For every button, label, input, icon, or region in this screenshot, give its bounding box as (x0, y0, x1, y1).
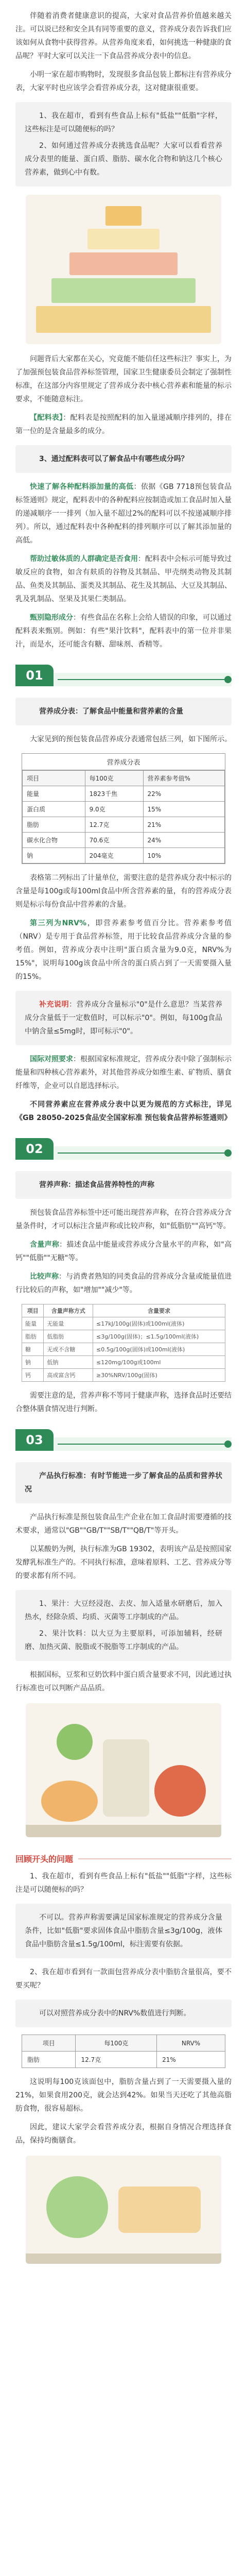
section-banner-03 (15, 1429, 232, 1454)
para-block-3-p1: 表格第二列标出了计量单位，需要注意的是营养成分表中标示的含量是每100g或每100ml食品中所含营养素的量，有的营养成分表则是标示每份食品中营养素的含量。 (15, 874, 232, 909)
table-cell: 钠 (22, 1356, 44, 1369)
para-block-1-p1: 问题背后大家都在关心，究竟能不能信任这些标注？事实上，为了加强预包装食品营养标签管理，国家卫生健康委员会制定了强制性标准，在这部分内容里规定了营养成分表中核心营养素和能量的标示要求，不能随意标注。 (15, 355, 232, 403)
table-cell: 12.7克 (76, 2052, 157, 2068)
table-cell: 1823千焦 (85, 786, 143, 802)
content-claim-text: ：描述食品中能量或营养成分含量水平的声称，如"高钙""低脂""无糖"等。 (15, 1241, 232, 1262)
table-cell: 12.7克 (85, 817, 143, 833)
para-end-p2: 因此，建议大家学会看营养成分表，根据自身情况合理选择食品，保持均衡膳食。 (15, 2123, 232, 2145)
section-3-list-item-1: 1、果汁：大豆经浸泡、去皮、加入适量水研磨后，加入热水，经除杂质、均质、灭菌等工序制成的产品。 (25, 1600, 222, 1621)
table-cell: 24% (143, 833, 225, 848)
content-claim-label: 含量声称 (30, 1241, 60, 1249)
table-cell: ≥30%NRV/100g(固体) (93, 1369, 225, 1382)
intl-text: ：根据国家标准规定，营养成分表中除了强制标示能量和四种核心营养素外，对其他营养成分如维生素、矿物质、膳食纤维等，企业可以自愿选择标示。 (15, 1055, 232, 1090)
table-row (22, 1330, 225, 1343)
section-2-highlight (15, 1171, 232, 1199)
bowl-shape (46, 2176, 108, 2238)
para-block-1-p2 (15, 411, 232, 438)
fruit-shape (154, 1765, 206, 1817)
table-cell: 能量 (22, 1317, 44, 1330)
bread-shape (41, 1781, 98, 1822)
section-number-01: 01 (15, 665, 54, 686)
section-1-highlight (15, 698, 232, 725)
nutrition-facts-table (22, 753, 225, 864)
review-answer-2: 可以对照营养成分表中的NRV%数值进行判断。 (39, 2009, 191, 2018)
section-1-heading: 营养成分表：了解食品中能量和营养素的含量 (39, 707, 183, 716)
para-block-2-p2 (15, 552, 232, 606)
table-cell: 9.0克 (85, 802, 143, 817)
intro-question-1: 1、我在超市，看到有些食品上标有"低盐""低脂"字样，这些标注是可以随便标的吗？ (25, 112, 222, 133)
section-2-p1: 预包装食品营养标签中还可能出现营养声称，在符合营养成分含量条件时，才可以标注含量声称或比较声称，如"低脂肪""高钙"等。 (15, 1209, 232, 1230)
end-nutrition-table (22, 2035, 225, 2068)
pyramid-layer-5 (36, 306, 211, 333)
para-end-p1: 这说明每100克该面包中，脂肪含量占到了一天需要摄入量的21%，如果食用200克，就会达到42%。如果当天还吃了其他高脂肪食物，很容易超标。 (15, 2078, 232, 2113)
section-2-p3 (15, 1270, 232, 1297)
nutrition-table (22, 770, 225, 863)
ingredients-label: 【配料表】 (30, 414, 63, 422)
end-table-header: 项目 (22, 2035, 76, 2052)
tip-paragraph (25, 998, 222, 1038)
table-cell: ≤17kJ/100g(固体)或100ml(液体) (93, 1317, 225, 1330)
section-3-heading: 产品执行标准：有时节能进一步了解食品的品质和营养状况 (25, 1472, 222, 1494)
claim-header: 含量声称方式 (44, 1304, 93, 1317)
ingredients-text: ：配料表是按照配料的加入量递减顺序排列的，排在第一位的是含量最多的成分。 (15, 414, 232, 435)
intro-answer-1: 2、如何通过营养成分表挑选食品呢？大家可以看看营养成分表里的能量、蛋白质、脂肪、碳水化合物和钠这几个核心营养素，做到心中有数。 (25, 142, 222, 177)
claim-header: 含量要求 (93, 1304, 225, 1317)
table-cell: 脂肪 (22, 2052, 76, 2068)
section-3-list-box (15, 1590, 232, 1661)
section-3-p1: 产品执行标准是预包装食品生产企业在加工食品时需要遵循的技术要求，通常以"GB""GB/T""SB/T""QB/T"等开头。 (15, 1513, 232, 1535)
table-cell: ≤0.5g/100g(固体)或100ml(液体) (93, 1343, 225, 1356)
intro-question-box (15, 102, 232, 187)
bottom-illustration (26, 2156, 221, 2264)
table-cell: 21% (157, 2052, 225, 2068)
table-cell: 糖 (22, 1343, 44, 1356)
nutrition-table-title: 营养成分表 (22, 754, 225, 770)
table-cell: 21% (143, 817, 225, 833)
para-2-text-2: ：配料表中会标示可能导致过敏反应的食物，如含有麸质的谷物及其制品、甲壳纲类动物及其制品、鱼类及其制品、蛋类及其制品、花生及其制品、大豆及其制品、乳及乳制品、坚果及其果仁类制品。 (15, 555, 232, 603)
section-1-p1: 大家见到的预包装食品营养成分表通常包括三列，如下图所示。 (30, 735, 232, 743)
review-answer-1: 不可以。营养声称需要满足国家标准规定的营养成分含量条件，比如"低脂"要求固体食品中脂肪含量≤3g/100g，液体食品中脂肪含量≤1.5g/100ml，标注需要有依据。 (25, 1913, 222, 1948)
table-cell: 10% (143, 848, 225, 863)
claim-table-wrap (22, 1304, 225, 1382)
claim-table (22, 1304, 225, 1382)
review-section-title (15, 1853, 232, 1865)
para-block-4-p1 (15, 1053, 232, 1093)
article-page (0, 9, 247, 2576)
claim-header: 项目 (22, 1304, 44, 1317)
table-cell: 低钠 (44, 1356, 93, 1369)
article-body (15, 9, 232, 2293)
pyramid-layer-4 (51, 278, 196, 303)
table-row (23, 848, 225, 863)
review-question-2: 2、我在超市看到有一款面包营养成分表中脂肪含量很高，要不要买呢？ (15, 1968, 232, 1990)
compare-claim-text: ：与消费者熟知的同类食品的营养成分含量或能量值进行比较后的声称，如"增加""减少"等。 (15, 1273, 232, 1294)
section-banner-dot (224, 1149, 232, 1157)
section-banner-line (58, 679, 232, 680)
review-answer-1-box (15, 1904, 232, 1958)
compare-claim-label: 比较声称 (30, 1273, 59, 1281)
end-table-header: NRV% (157, 2035, 225, 2052)
table-row (23, 817, 225, 833)
pyramid-layer-2 (87, 229, 160, 249)
table-row (22, 1356, 225, 1369)
intro-paragraph-2: 小明一家在超市购物时，发现很多食品包装上都标注有营养成分表，大家平时也应该学会看营养成分表，这对健康很重要。 (15, 71, 232, 92)
section-3-list-item-2: 2、果汁饮料：以大豆为主要原料，可添加辅料，经研磨、加热灭菌、脱脂或不脱脂等工序制成的产品。 (25, 1630, 222, 1651)
section-number-03: 03 (15, 1429, 54, 1451)
red-question-box (15, 445, 232, 473)
intro-paragraph-1: 伴随着消费者健康意识的提高，大家对食品营养价值越来越关注。可以说已经和安全具有同等重要的意义，营养成分表告诉我们应该如何从食物中获得营养。从营养角度来看，如何挑选一种健康的食品呢？平时大家可以关注一下食品营养成分表中的信息。 (15, 12, 232, 60)
table-row (23, 833, 225, 848)
para-block-3-p2 (15, 917, 232, 984)
food-pyramid-illustration (26, 195, 221, 344)
table-cell: 蛋白质 (23, 802, 85, 817)
milk-bottle-shape (103, 1739, 149, 1817)
table-cell: 高或富含钙 (44, 1369, 93, 1382)
bottom-spacer (15, 2272, 232, 2293)
para-block-4-red: 不同营养素应在营养成分表中以更为规范的方式标注，详见《GB 28050-2025食品安全国家标准 预包装食品营养标签通则》 (15, 1100, 232, 1122)
para-2-label-3: 甄别隐形成分 (30, 614, 73, 622)
section-banner-01 (15, 665, 232, 689)
para-block-2-p3 (15, 611, 232, 651)
table-cell: 能量 (23, 786, 85, 802)
table-row (23, 786, 225, 802)
section-3-p2: 以某酸奶为例，执行标准为GB 19302，表明该产品是按照国家发酵乳标准生产的。不同执行标准，意味着原料、工艺、营养成分等的要求都有所不同。 (15, 1545, 232, 1580)
table-row (22, 2052, 225, 2068)
review-title-bar (78, 1858, 232, 1859)
section-banner-dot (224, 676, 232, 683)
food-illustration (26, 1703, 221, 1837)
para-2-label-1: 快速了解各种配料添加量的高低 (30, 483, 134, 491)
review-answer-2-box (15, 1999, 232, 2027)
table-cell: 22% (143, 786, 225, 802)
nrv-label: 第三列为NRV% (30, 919, 87, 927)
nutrition-header-nrv: 营养素参考值% (143, 771, 225, 786)
table-cell: 70.6克 (85, 833, 143, 848)
para-2-label-2: 帮助过敏体质的人群确定是否食用 (30, 555, 138, 563)
table-cell: 无能量 (44, 1317, 93, 1330)
section-banner-line (58, 1153, 232, 1154)
table-row (22, 1317, 225, 1330)
end-table-header: 每100克 (76, 2035, 157, 2052)
plate-shape (118, 2187, 201, 2233)
para-2-text-3: ：有些食品在名称上会给人错误的印象，可以通过配料表来甄别。例如：有些"果汁饮料"，配料表中的第一位并非果汁，而是水，还可能含有糖、甜味剂、香精等。 (15, 614, 232, 649)
table-row (22, 1369, 225, 1382)
table-cell: 钠 (23, 848, 85, 863)
table-cell: 脂肪 (22, 1330, 44, 1343)
table-cell: 无或不含糖 (44, 1343, 93, 1356)
tip-text: ：营养成分含量标示"0"是什么意思？当某营养成分含量低于一定数值时，可以标示"0"。例如，每100g食品中钠含量≤5mg时，即可标示"0"。 (25, 1001, 222, 1036)
pyramid-layer-1 (105, 206, 142, 226)
table-surface-shape (26, 1825, 221, 1837)
section-banner-dot (224, 1440, 232, 1448)
review-title-text: 回顾开头的问题 (15, 1854, 74, 1864)
section-3-highlight (15, 1462, 232, 1503)
pyramid-layer-3 (69, 252, 178, 275)
tip-box (15, 991, 232, 1045)
review-question-1: 1、我在超市，看到有些食品上标有"低盐""低脂"字样，这些标注是可以随便标的吗？ (15, 1872, 232, 1894)
para-block-5-p1: 需要注意的是，营养声称不等同于健康声称，选择食品时还要结合整体膳食情况进行判断。 (15, 1392, 232, 1413)
section-number-02: 02 (15, 1138, 54, 1160)
section-2-heading: 营养声称：描述食品营养特性的声称 (39, 1181, 154, 1189)
section-banner-02 (15, 1138, 232, 1163)
para-2-text-1: ：依据《GB 7718预包装食品标签通则》规定，配料表中的各种配料应按制造或加工食品时加入量的递减顺序一一排列（加入量不超过2%的配料可以不按递减顺序排列）。所以，通过配料表中各种配料的排列顺序可以了解其添加量的高低。 (15, 483, 232, 545)
nrv-text: ，即营养素参考值百分比。营养素参考值（NRV）是专用于食品营养标签，用于比较食品营养成分含量的参考值。例如，营养成分表中注明"蛋白质含量为9.0克，NRV%为15%"，说明每100g该食品中所含的蛋白质占到了一天需要摄入量的15%。 (15, 919, 232, 981)
table-cell: 15% (143, 802, 225, 817)
table-cell: ≤120mg/100g或100ml (93, 1356, 225, 1369)
section-banner-line (58, 1444, 232, 1445)
table-cell: 碳水化合物 (23, 833, 85, 848)
intl-label: 国际对照要求 (30, 1055, 73, 1063)
vegetable-shape (57, 1724, 93, 1760)
para-block-2-p1 (15, 480, 232, 547)
nutrition-header-per100: 每100克 (85, 771, 143, 786)
table-cell: 钙 (22, 1369, 44, 1382)
tip-label: 补充说明 (39, 1001, 69, 1009)
section-3-p3: 根据国标，豆浆和豆奶饮料中蛋白质含量要求不同，因此通过执行标准也可以判断产品品质。 (15, 1671, 232, 1692)
table-cell: 脂肪 (23, 817, 85, 833)
table-cell: 204毫克 (85, 848, 143, 863)
table-cell: ≤3g/100g(固体)；≤1.5g/100ml(液体) (93, 1330, 225, 1343)
table-surface-shape (26, 2253, 221, 2264)
table-row (23, 802, 225, 817)
red-question: 3、通过配料表可以了解食品中有哪些成分吗？ (39, 455, 188, 463)
section-2-p2 (15, 1238, 232, 1265)
nutrition-header-item: 项目 (23, 771, 85, 786)
table-row (22, 1343, 225, 1356)
table-cell: 低脂肪 (44, 1330, 93, 1343)
